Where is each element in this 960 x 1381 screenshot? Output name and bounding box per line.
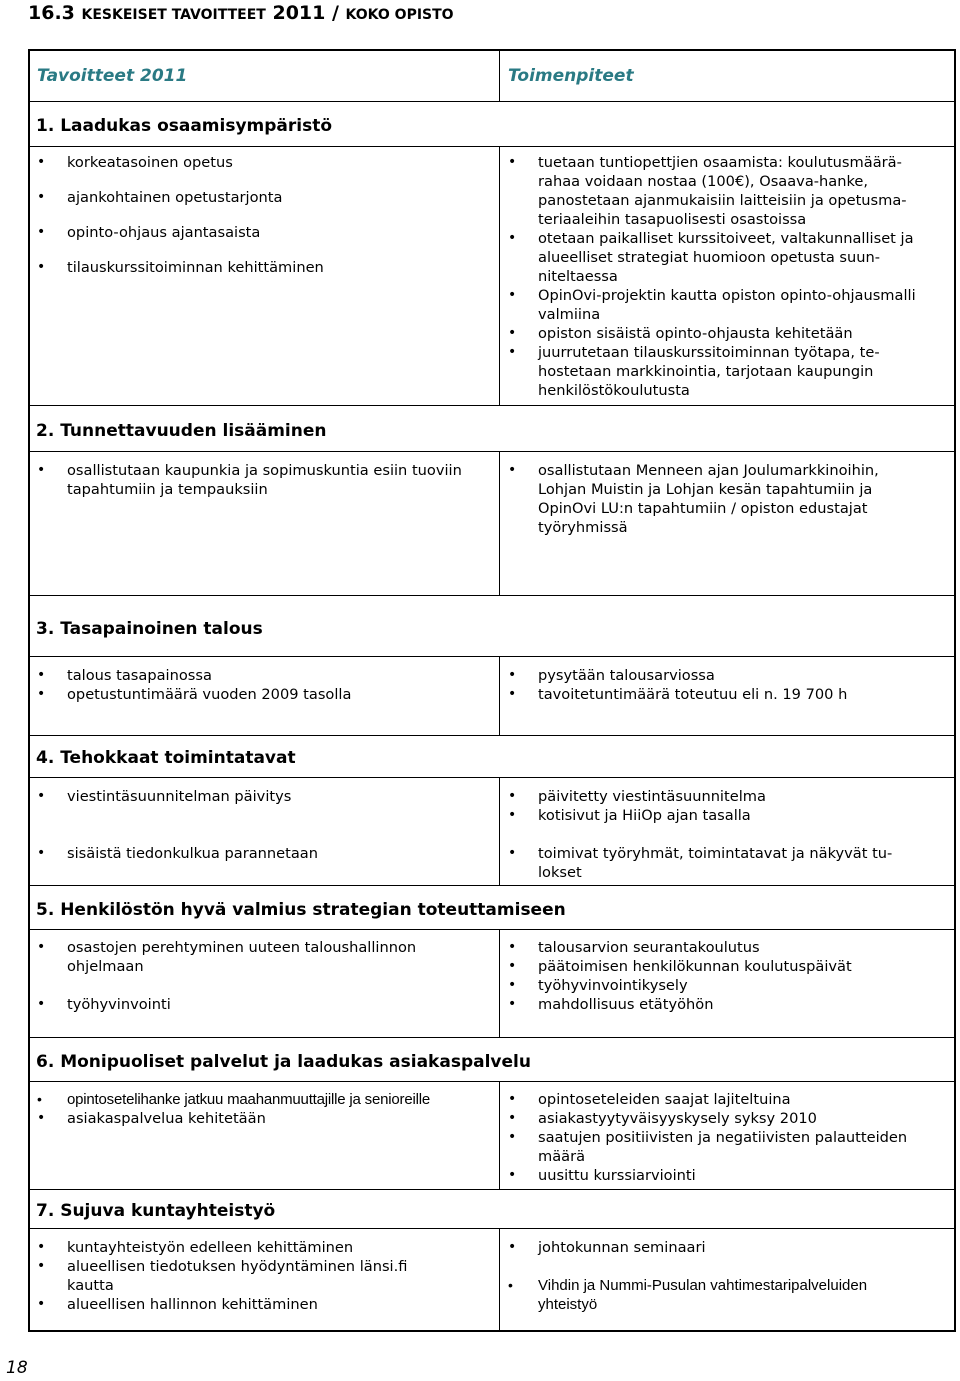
section-title: 1. Laadukas osaamisympäristö xyxy=(36,116,333,136)
actions-cell xyxy=(499,656,956,736)
list-item: • päätoimisen henkilökunnan koulutuspäivät xyxy=(500,957,920,976)
list-item: • sisäistä tiedonkulkua parannetaan xyxy=(29,844,491,863)
list-item: • opetustuntimäärä vuoden 2009 tasolla xyxy=(29,685,491,704)
page-number: 18 xyxy=(6,1358,28,1378)
actions-cell xyxy=(499,929,956,1038)
heading-scope: KOKO OPISTO xyxy=(345,7,454,23)
section-title: 3. Tasapainoinen talous xyxy=(36,619,263,639)
goals-cell xyxy=(28,1228,500,1332)
list-item: • mahdollisuus etätyöhön xyxy=(500,995,920,1014)
list-item: • uusittu kurssiarviointi xyxy=(500,1166,920,1185)
list-item: • tuetaan tuntiopettjien osaamista: koulutusmäärä-rahaa voidaan nostaa (100€), Osaava-hanke, panostetaan ajanmukaisiin laitteisiin ja opetusma-teriaaleihin tasapuolisesti osastoissa xyxy=(500,153,918,229)
list-item: • Vihdin ja Nummi-Pusulan vahtimestaripalveluiden yhteistyö xyxy=(500,1276,900,1314)
list-item: • otetaan paikalliset kurssitoiveet, valtakunnalliset ja alueelliset strategiat huomioon opetusta suun-niteltaessa xyxy=(500,229,918,286)
list-item: • saatujen positiivisten ja negatiivisten palautteiden määrä xyxy=(500,1128,920,1166)
list-item: • osallistutaan Menneen ajan Joulumarkkinoihin, Lohjan Muistin ja Lohjan kesän tapahtumiin ja OpinOvi LU:n tapahtumiin / opiston edustajat työryhmissä xyxy=(500,461,920,537)
section-title: 7. Sujuva kuntayhteistyö xyxy=(36,1201,276,1221)
list-item: • työhyvinvointikysely xyxy=(500,976,920,995)
list-item: • talousarvion seurantakoulutus xyxy=(500,938,920,957)
goals-cell xyxy=(28,451,500,596)
goals-cell xyxy=(28,146,500,406)
column-header-actions: Toimenpiteet xyxy=(499,49,956,102)
heading-number: 16.3 xyxy=(28,2,75,24)
section-title: 2. Tunnettavuuden lisääminen xyxy=(36,421,327,441)
list-item: • asiakaspalvelua kehitetään xyxy=(29,1109,495,1128)
list-item: • opinto-ohjaus ajantasaista xyxy=(29,223,491,242)
list-item: • toimivat työryhmät, toimintatavat ja näkyvät tu-lokset xyxy=(500,844,916,882)
list-item: • tilauskurssitoiminnan kehittäminen xyxy=(29,258,491,277)
list-item: • kotisivut ja HiiOp ajan tasalla xyxy=(500,806,916,825)
goals-cell xyxy=(28,1081,500,1190)
section-title: 4. Tehokkaat toimintatavat xyxy=(36,748,296,768)
list-item: • opiston sisäistä opinto-ohjausta kehitetään xyxy=(500,324,918,343)
heading-title: KESKEISET TAVOITTEET xyxy=(81,7,266,23)
list-item: • osastojen perehtyminen uuteen taloushallinnon ohjelmaan xyxy=(29,938,469,976)
goals-cell xyxy=(28,777,500,886)
list-item: • pysytään talousarviossa xyxy=(500,666,920,685)
list-item: • OpinOvi-projektin kautta opiston opinto-ohjausmalli valmiina xyxy=(500,286,918,324)
list-item: • johtokunnan seminaari xyxy=(500,1238,900,1257)
list-item: • kuntayhteistyön edelleen kehittäminen xyxy=(29,1238,449,1257)
list-item: • alueellisen tiedotuksen hyödyntäminen länsi.fi kautta xyxy=(29,1257,449,1295)
list-item: • päivitetty viestintäsuunnitelma xyxy=(500,787,916,806)
list-item: • viestintäsuunnitelman päivitys xyxy=(29,787,491,806)
goals-cell xyxy=(28,656,500,736)
goals-cell xyxy=(28,929,500,1038)
list-item: • juurrutetaan tilauskurssitoiminnan työtapa, te-hostetaan markkinointia, tarjotaan kaupungin henkilöstökoulutusta xyxy=(500,343,918,400)
list-item: • korkeatasoinen opetus xyxy=(29,153,491,172)
list-item: • asiakastyytyväisyyskysely syksy 2010 xyxy=(500,1109,920,1128)
actions-cell xyxy=(499,451,956,596)
column-header-goals: Tavoitteet 2011 xyxy=(28,49,500,102)
list-item: • talous tasapainossa xyxy=(29,666,491,685)
actions-cell xyxy=(499,1228,956,1332)
list-item: • alueellisen hallinnon kehittäminen xyxy=(29,1295,449,1314)
heading-year: 2011 / xyxy=(272,2,339,24)
list-item: • ajankohtainen opetustarjonta xyxy=(29,188,491,207)
list-item: • opintoseteleiden saajat lajiteltuina xyxy=(500,1090,920,1109)
list-item: • osallistutaan kaupunkia ja sopimuskuntia esiin tuoviin tapahtumiin ja tempauksiin xyxy=(29,461,491,499)
list-item: • työhyvinvointi xyxy=(29,995,469,1014)
page-heading xyxy=(28,2,454,24)
list-item: • tavoitetuntimäärä toteutuu eli n. 19 700 h xyxy=(500,685,920,704)
section-title: 5. Henkilöstön hyvä valmius strategian toteuttamiseen xyxy=(36,900,566,920)
section-title: 6. Monipuoliset palvelut ja laadukas asiakaspalvelu xyxy=(36,1052,531,1072)
actions-cell xyxy=(499,1081,956,1190)
actions-cell xyxy=(499,146,956,406)
list-item: • opintosetelihanke jatkuu maahanmuuttajille ja senioreille xyxy=(29,1090,495,1109)
actions-cell xyxy=(499,777,956,886)
